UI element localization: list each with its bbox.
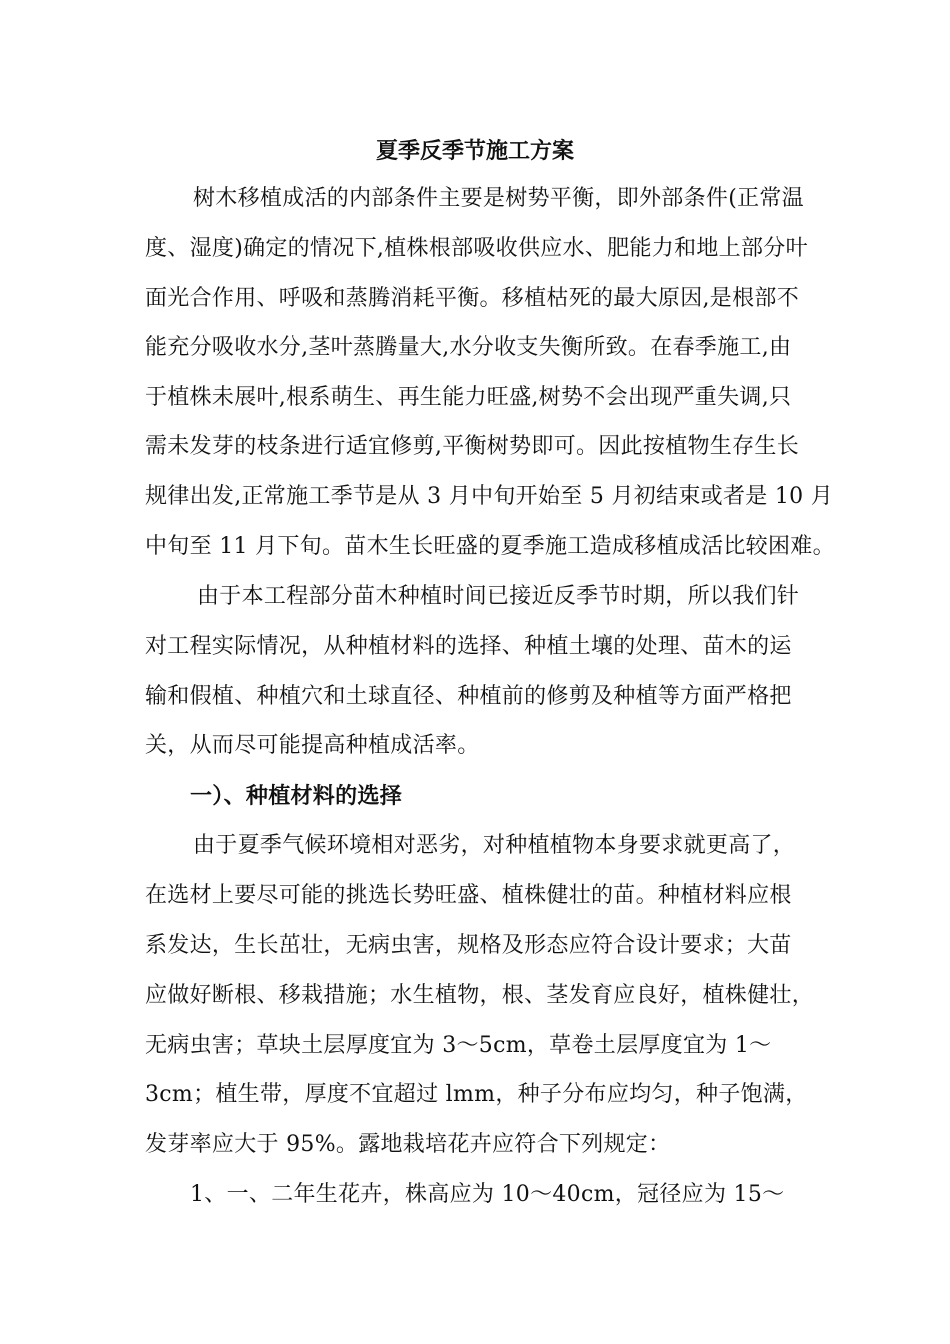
paragraph-line: 对工程实际情况，从种植材料的选择、种植土壤的处理、苗木的运 bbox=[145, 634, 792, 659]
paragraph-line: 关，从而尽可能提高种植成活率。 bbox=[145, 733, 480, 758]
paragraph-line: 在选材上要尽可能的挑选长势旺盛、植株健壮的苗。种植材料应根 bbox=[145, 883, 792, 908]
paragraph-line: 面光合作用、呼吸和蒸腾消耗平衡。移植枯死的最大原因,是根部不 bbox=[145, 286, 799, 311]
document-title: 夏季反季节施工方案 bbox=[375, 138, 574, 164]
paragraph-line: 输和假植、种植穴和土球直径、种植前的修剪及种植等方面严格把 bbox=[145, 684, 792, 709]
paragraph-line: 需未发芽的枝条进行适宜修剪,平衡树势即可。因此按植物生存生长 bbox=[145, 434, 799, 459]
paragraph-line: 规律出发,正常施工季节是从 3 月中旬开始至 5 月初结束或者是 10 月 bbox=[145, 484, 834, 509]
paragraph-line: 于植株未展叶,根系萌生、再生能力旺盛,树势不会出现严重失调,只 bbox=[145, 385, 792, 410]
paragraph-line: 能充分吸收水分,茎叶蒸腾量大,水分收支失衡所致。在春季施工,由 bbox=[145, 335, 792, 360]
paragraph-line: 中旬至 11 月下旬。苗木生长旺盛的夏季施工造成移植成活比较困难。 bbox=[145, 534, 835, 559]
paragraph-line: 系发达，生长茁壮，无病虫害，规格及形态应符合设计要求；大苗 bbox=[145, 933, 792, 958]
paragraph-line: 发芽率应大于 95%。露地栽培花卉应符合下列规定： bbox=[145, 1132, 671, 1157]
paragraph-line: 3cm；植生带，厚度不宜超过 lmm，种子分布应均匀，种子饱满， bbox=[145, 1082, 808, 1107]
paragraph-line: 由于夏季气候环境相对恶劣，对种植植物本身要求就更高了， bbox=[193, 833, 796, 858]
paragraph-line: 度、湿度)确定的情况下,植株根部吸收供应水、肥能力和地上部分叶 bbox=[145, 236, 808, 261]
section-heading: 一）、种植材料的选择 bbox=[190, 783, 403, 809]
paragraph-line: 由于本工程部分苗木种植时间已接近反季节时期，所以我们针 bbox=[197, 584, 800, 609]
paragraph-line: 无病虫害；草块土层厚度宜为 3～5cm，草卷土层厚度宜为 1～ bbox=[145, 1033, 772, 1058]
list-item: 1、一、二年生花卉，株高应为 10～40cm，冠径应为 15～ bbox=[190, 1182, 785, 1207]
paragraph-line: 树木移植成活的内部条件主要是树势平衡，即外部条件(正常温 bbox=[193, 186, 804, 211]
paragraph-line: 应做好断根、移栽措施；水生植物，根、茎发育应良好，植株健壮， bbox=[145, 983, 815, 1008]
